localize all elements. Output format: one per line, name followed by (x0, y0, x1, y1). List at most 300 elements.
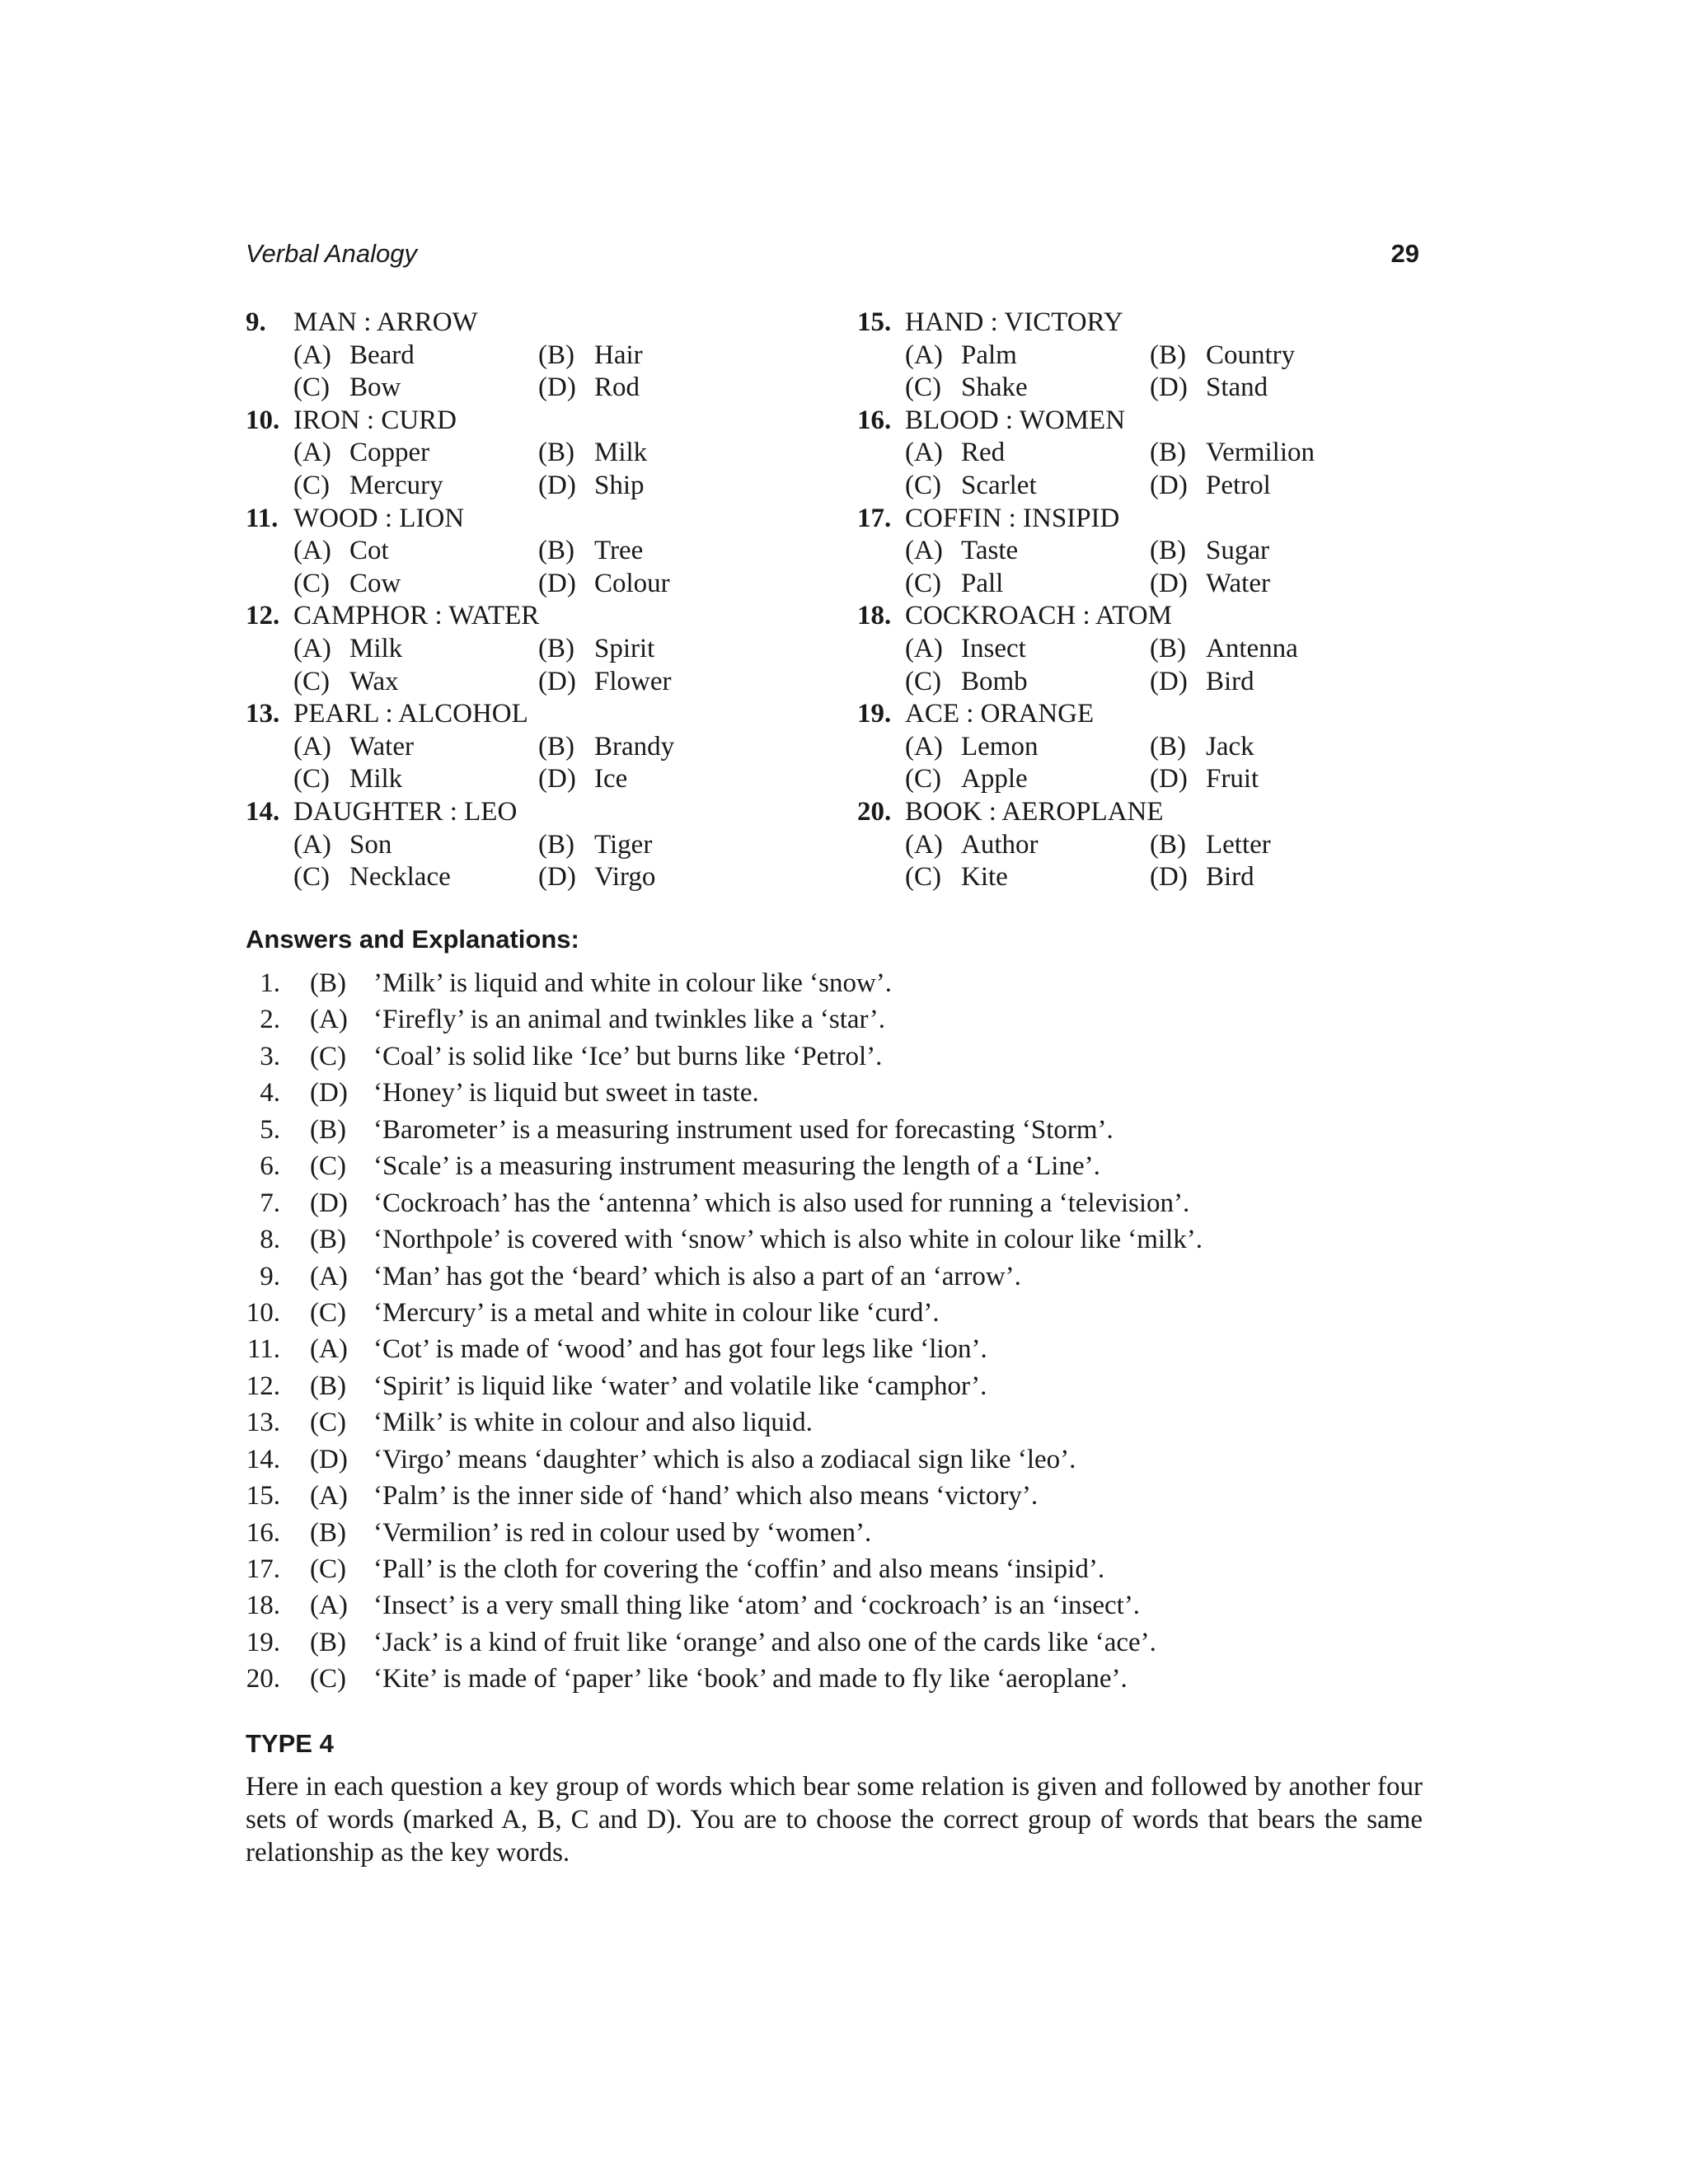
option-value: Red (961, 438, 1006, 468)
answer-explanation: ‘Man’ has got the ‘beard’ which is also a part of an ‘arrow’. (373, 1261, 1021, 1291)
answer-row (246, 1295, 1424, 1331)
option-d (538, 763, 628, 796)
option-value: Wax (349, 666, 399, 696)
option-label: (B) (1150, 633, 1186, 663)
option-label: (B) (1150, 340, 1186, 370)
answer-letter: (B) (310, 968, 346, 998)
option-c (293, 666, 399, 699)
answer-letter: (C) (310, 1297, 346, 1328)
option-value: Author (961, 829, 1039, 860)
option-label: (A) (293, 340, 331, 370)
option-value: Hair (594, 340, 643, 370)
answer-row (246, 1112, 1424, 1148)
answer-number: 8. (260, 1225, 280, 1255)
option-label: (C) (905, 862, 941, 893)
answer-letter: (A) (310, 1591, 348, 1621)
answer-row (246, 1001, 1424, 1038)
option-c (293, 470, 443, 503)
option-c (293, 372, 401, 405)
answer-explanation: ‘Barometer’ is a measuring instrument used for forecasting ‘Storm’. (373, 1114, 1114, 1145)
question-stem (246, 405, 773, 438)
answer-number: 3. (260, 1041, 280, 1071)
answer-number: 19. (246, 1627, 280, 1657)
option-b (538, 437, 648, 470)
question-number: 14. (246, 796, 280, 827)
answer-row (246, 1441, 1424, 1478)
option-c (905, 861, 1008, 894)
option-row (857, 829, 1385, 862)
option-row (246, 340, 773, 373)
answer-row (246, 1038, 1424, 1075)
answer-row (246, 1331, 1424, 1367)
question-item (857, 405, 1385, 503)
option-label: (C) (905, 666, 941, 696)
question-item (246, 600, 773, 698)
option-d (1150, 470, 1271, 503)
option-b (538, 535, 644, 568)
option-value: Bird (1206, 862, 1254, 893)
option-a (905, 731, 1039, 764)
option-value: Cow (349, 568, 401, 598)
question-pair: COFFIN : INSIPID (905, 503, 1120, 533)
option-value: Lemon (961, 731, 1039, 762)
option-value: Jack (1206, 731, 1254, 762)
answer-explanation: ‘Cockroach’ has the ‘antenna’ which is also used for running a ‘television’. (373, 1188, 1190, 1218)
answer-letter: (D) (310, 1078, 348, 1108)
answer-row (246, 1515, 1424, 1551)
answer-explanation: ‘Vermilion’ is red in colour used by ‘women’. (373, 1517, 872, 1548)
option-label: (A) (905, 536, 943, 566)
option-a (905, 340, 1017, 373)
option-a (293, 535, 389, 568)
option-label: (D) (538, 764, 576, 794)
question-item (246, 307, 773, 405)
answer-letter: (C) (310, 1151, 346, 1182)
answer-explanation: ‘Insect’ is a very small thing like ‘atom’ and ‘cockroach’ is an ‘insect’. (373, 1591, 1141, 1621)
option-value: Cot (349, 536, 389, 566)
question-item (857, 698, 1385, 796)
answer-letter: (C) (310, 1664, 346, 1694)
option-value: Scarlet (961, 470, 1037, 500)
question-number: 15. (857, 307, 892, 337)
option-label: (A) (293, 829, 331, 860)
option-value: Tiger (594, 829, 653, 860)
option-label: (D) (538, 373, 576, 403)
question-stem (857, 307, 1385, 340)
answer-number: 12. (246, 1371, 280, 1401)
question-stem (246, 796, 773, 829)
option-a (293, 340, 415, 373)
option-c (293, 861, 451, 894)
option-value: Son (349, 829, 392, 860)
question-pair: BLOOD : WOMEN (905, 405, 1126, 435)
question-stem (857, 796, 1385, 829)
option-label: (D) (538, 568, 576, 598)
answers-title: Answers and Explanations: (246, 925, 579, 954)
answer-letter: (C) (310, 1554, 346, 1584)
answer-letter: (A) (310, 1481, 348, 1511)
option-value: Ice (594, 764, 628, 794)
option-label: (B) (538, 633, 574, 663)
questions-right-column (857, 307, 1385, 894)
page-header (246, 239, 1419, 272)
question-pair: HAND : VICTORY (905, 307, 1123, 337)
option-c (905, 470, 1037, 503)
option-label: (D) (1150, 666, 1188, 696)
option-label: (B) (1150, 731, 1186, 762)
answer-explanation: ‘Mercury’ is a metal and white in colour like ‘curd’. (373, 1297, 940, 1328)
answer-number: 11. (246, 1334, 280, 1365)
option-d (1150, 568, 1270, 601)
option-value: Country (1206, 340, 1296, 370)
option-value: Rod (594, 373, 640, 403)
answer-number: 17. (246, 1554, 280, 1584)
option-b (1150, 535, 1269, 568)
option-value: Flower (594, 666, 672, 696)
option-value: Shake (961, 373, 1028, 403)
option-b (1150, 633, 1298, 666)
option-value: Sugar (1206, 536, 1269, 566)
option-label: (C) (293, 470, 330, 500)
option-label: (B) (538, 340, 574, 370)
option-value: Fruit (1206, 764, 1259, 794)
answer-letter: (A) (310, 1261, 348, 1291)
option-b (538, 731, 675, 764)
option-value: Milk (349, 633, 403, 663)
option-value: Virgo (594, 862, 656, 893)
option-label: (A) (293, 438, 331, 468)
question-stem (246, 698, 773, 731)
option-row (246, 568, 773, 601)
option-a (293, 437, 430, 470)
option-b (538, 340, 643, 373)
option-value: Taste (961, 536, 1019, 566)
option-label: (A) (905, 340, 943, 370)
option-a (905, 535, 1019, 568)
question-item (857, 796, 1385, 894)
option-value: Insect (961, 633, 1026, 663)
option-row (857, 372, 1385, 405)
option-label: (B) (1150, 536, 1186, 566)
option-label: (C) (293, 764, 330, 794)
type-title: TYPE 4 (246, 1729, 334, 1758)
option-value: Petrol (1206, 470, 1271, 500)
answer-explanation: ‘Virgo’ means ‘daughter’ which is also a zodiacal sign like ‘leo’. (373, 1444, 1076, 1474)
answers-list (246, 965, 1424, 1698)
answer-row (246, 1148, 1424, 1184)
option-label: (D) (1150, 470, 1188, 500)
option-label: (C) (905, 764, 941, 794)
question-pair: DAUGHTER : LEO (293, 796, 518, 827)
answer-row (246, 1368, 1424, 1404)
option-b (538, 633, 655, 666)
answer-row (246, 1075, 1424, 1111)
option-label: (B) (538, 536, 574, 566)
answer-number: 7. (260, 1188, 280, 1218)
option-a (905, 829, 1039, 862)
option-label: (B) (1150, 829, 1186, 860)
option-value: Stand (1206, 373, 1268, 403)
question-stem (857, 698, 1385, 731)
question-pair: ACE : ORANGE (905, 699, 1095, 729)
answer-letter: (A) (310, 1334, 348, 1365)
answer-row (246, 1185, 1424, 1221)
answer-letter: (A) (310, 1005, 348, 1035)
question-number: 19. (857, 699, 892, 729)
option-label: (A) (293, 731, 331, 762)
question-stem (246, 600, 773, 633)
option-a (293, 633, 403, 666)
option-d (538, 372, 640, 405)
option-row (246, 861, 773, 894)
question-item (857, 503, 1385, 601)
option-d (1150, 372, 1268, 405)
answer-row (246, 1478, 1424, 1514)
option-value: Ship (594, 470, 645, 500)
question-pair: COCKROACH : ATOM (905, 601, 1172, 631)
option-c (905, 568, 1004, 601)
option-value: Mercury (349, 470, 443, 500)
answer-explanation: ‘Kite’ is made of ‘paper’ like ‘book’ and made to fly like ‘aeroplane’. (373, 1664, 1128, 1694)
option-row (246, 763, 773, 796)
answer-letter: (C) (310, 1041, 346, 1071)
option-label: (B) (538, 731, 574, 762)
question-item (857, 600, 1385, 698)
option-d (538, 470, 645, 503)
option-label: (D) (1150, 373, 1188, 403)
answer-number: 15. (246, 1481, 280, 1511)
option-row (246, 666, 773, 699)
option-label: (A) (905, 731, 943, 762)
option-value: Beard (349, 340, 415, 370)
answer-row (246, 1587, 1424, 1624)
option-label: (C) (293, 666, 330, 696)
answer-explanation: ’Milk’ is liquid and white in colour like ‘snow’. (373, 968, 893, 998)
option-b (1150, 829, 1271, 862)
option-label: (C) (905, 568, 941, 598)
option-row (246, 437, 773, 470)
option-row (246, 829, 773, 862)
option-label: (A) (293, 633, 331, 663)
option-row (857, 633, 1385, 666)
answer-number: 16. (246, 1517, 280, 1548)
option-c (905, 666, 1028, 699)
option-value: Brandy (594, 731, 675, 762)
option-value: Letter (1206, 829, 1271, 860)
option-value: Apple (961, 764, 1028, 794)
option-value: Necklace (349, 862, 451, 893)
question-stem (857, 405, 1385, 438)
answer-number: 10. (246, 1297, 280, 1328)
option-value: Colour (594, 568, 670, 598)
option-label: (D) (1150, 764, 1188, 794)
answer-number: 20. (246, 1664, 280, 1694)
option-value: Milk (594, 438, 648, 468)
option-a (905, 633, 1026, 666)
option-c (905, 763, 1028, 796)
answer-letter: (B) (310, 1517, 346, 1548)
answer-letter: (B) (310, 1371, 346, 1401)
option-b (538, 829, 653, 862)
option-label: (D) (1150, 862, 1188, 893)
option-a (293, 829, 392, 862)
type-description: Here in each question a key group of words which bear some relation is given and followed by another four sets of words (marked A, B, C and D). You are to choose the correct group of words that bears the same relationship as the key words. (246, 1772, 1423, 1868)
answer-explanation: ‘Palm’ is the inner side of ‘hand’ which also means ‘victory’. (373, 1481, 1039, 1511)
option-row (246, 731, 773, 764)
question-item (857, 307, 1385, 405)
answer-row (246, 1661, 1424, 1697)
option-row (857, 535, 1385, 568)
option-label: (A) (905, 633, 943, 663)
question-number: 12. (246, 601, 280, 631)
question-number: 16. (857, 405, 892, 435)
answer-number: 14. (246, 1444, 280, 1474)
answer-explanation: ‘Scale’ is a measuring instrument measuring the length of a ‘Line’. (373, 1151, 1100, 1182)
option-row (246, 470, 773, 503)
option-row (857, 470, 1385, 503)
option-d (538, 568, 670, 601)
option-label: (D) (1150, 568, 1188, 598)
option-label: (C) (293, 862, 330, 893)
option-value: Pall (961, 568, 1004, 598)
answer-explanation: ‘Spirit’ is liquid like ‘water’ and volatile like ‘camphor’. (373, 1371, 987, 1401)
option-b (1150, 340, 1296, 373)
option-label: (B) (1150, 438, 1186, 468)
option-value: Bomb (961, 666, 1028, 696)
option-d (538, 666, 672, 699)
answer-letter: (D) (310, 1188, 348, 1218)
option-d (1150, 861, 1254, 894)
question-number: 13. (246, 699, 280, 729)
option-d (1150, 666, 1254, 699)
question-number: 10. (246, 405, 280, 435)
answer-explanation: ‘Pall’ is the cloth for covering the ‘coffin’ and also means ‘insipid’. (373, 1554, 1105, 1584)
question-number: 17. (857, 503, 892, 533)
answer-row (246, 965, 1424, 1001)
answer-number: 4. (260, 1078, 280, 1108)
option-label: (A) (905, 829, 943, 860)
option-row (857, 731, 1385, 764)
option-c (293, 568, 401, 601)
option-value: Antenna (1206, 633, 1298, 663)
question-pair: BOOK : AEROPLANE (905, 796, 1164, 827)
option-value: Palm (961, 340, 1017, 370)
questions-left-column (246, 307, 773, 894)
option-label: (C) (905, 373, 941, 403)
answer-number: 13. (246, 1408, 280, 1438)
option-c (293, 763, 403, 796)
option-value: Milk (349, 764, 403, 794)
option-row (857, 437, 1385, 470)
option-row (857, 568, 1385, 601)
question-stem (246, 503, 773, 536)
question-pair: CAMPHOR : WATER (293, 601, 540, 631)
answer-letter: (B) (310, 1114, 346, 1145)
answer-row (246, 1624, 1424, 1661)
option-label: (B) (538, 829, 574, 860)
option-value: Water (1206, 568, 1270, 598)
question-item (246, 796, 773, 894)
question-pair: PEARL : ALCOHOL (293, 699, 528, 729)
question-item (246, 503, 773, 601)
answer-letter: (C) (310, 1408, 346, 1438)
answer-number: 5. (260, 1114, 280, 1145)
answer-letter: (B) (310, 1627, 346, 1657)
option-b (1150, 731, 1254, 764)
answer-explanation: ‘Coal’ is solid like ‘Ice’ but burns like ‘Petrol’. (373, 1041, 883, 1071)
option-label: (A) (293, 536, 331, 566)
answer-explanation: ‘Milk’ is white in colour and also liquid. (373, 1408, 813, 1438)
option-value: Spirit (594, 633, 655, 663)
answer-explanation: ‘Northpole’ is covered with ‘snow’ which is also white in colour like ‘milk’. (373, 1225, 1203, 1255)
answer-letter: (D) (310, 1444, 348, 1474)
option-label: (C) (293, 373, 330, 403)
option-a (293, 731, 414, 764)
question-number: 11. (246, 503, 279, 533)
running-head: Verbal Analogy (246, 239, 417, 268)
question-number: 9. (246, 307, 266, 337)
option-d (538, 861, 656, 894)
option-d (1150, 763, 1259, 796)
option-label: (A) (905, 438, 943, 468)
option-label: (D) (538, 666, 576, 696)
answer-number: 1. (260, 968, 280, 998)
answer-explanation: ‘Cot’ is made of ‘wood’ and has got four legs like ‘lion’. (373, 1334, 987, 1365)
answer-number: 2. (260, 1005, 280, 1035)
question-stem (857, 503, 1385, 536)
answer-row (246, 1404, 1424, 1441)
question-pair: WOOD : LION (293, 503, 465, 533)
answer-explanation: ‘Honey’ is liquid but sweet in taste. (373, 1078, 759, 1108)
option-c (905, 372, 1028, 405)
option-value: Vermilion (1206, 438, 1315, 468)
answer-explanation: ‘Firefly’ is an animal and twinkles like a ‘star’. (373, 1005, 886, 1035)
answer-number: 9. (260, 1261, 280, 1291)
option-row (857, 861, 1385, 894)
option-row (857, 340, 1385, 373)
answer-explanation: ‘Jack’ is a kind of fruit like ‘orange’ and also one of the cards like ‘ace’. (373, 1627, 1156, 1657)
answer-number: 6. (260, 1151, 280, 1182)
option-row (246, 372, 773, 405)
option-label: (D) (538, 470, 576, 500)
option-label: (C) (293, 568, 330, 598)
answer-row (246, 1551, 1424, 1587)
option-label: (B) (538, 438, 574, 468)
option-a (905, 437, 1006, 470)
question-item (246, 698, 773, 796)
answer-letter: (B) (310, 1225, 346, 1255)
option-row (246, 535, 773, 568)
option-value: Copper (349, 438, 430, 468)
option-value: Bird (1206, 666, 1254, 696)
option-row (857, 763, 1385, 796)
option-label: (D) (538, 862, 576, 893)
option-label: (C) (905, 470, 941, 500)
option-value: Bow (349, 373, 401, 403)
answer-row (246, 1221, 1424, 1258)
question-number: 18. (857, 601, 892, 631)
question-stem (246, 307, 773, 340)
page-number: 29 (1390, 239, 1419, 268)
option-value: Kite (961, 862, 1008, 893)
answer-number: 18. (246, 1591, 280, 1621)
question-stem (857, 600, 1385, 633)
question-pair: IRON : CURD (293, 405, 457, 435)
option-value: Water (349, 731, 414, 762)
question-number: 20. (857, 796, 892, 827)
question-item (246, 405, 773, 503)
question-pair: MAN : ARROW (293, 307, 478, 337)
